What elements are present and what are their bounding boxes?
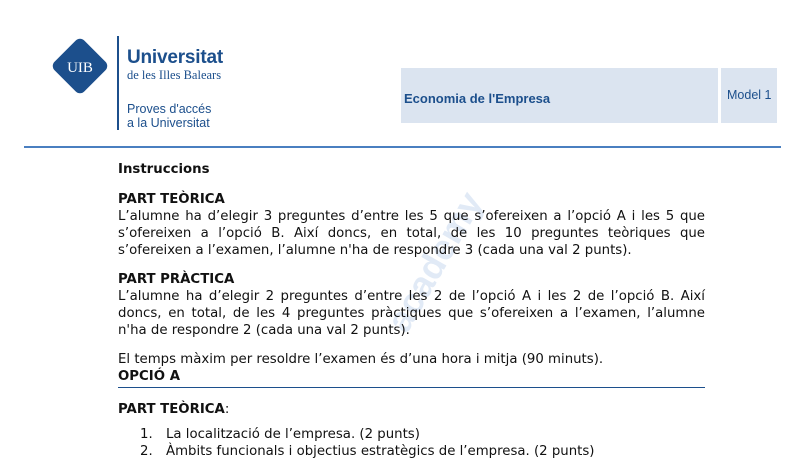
model-label: Model 1 xyxy=(727,88,772,102)
question-list xyxy=(118,426,705,460)
instructions-title: Instruccions xyxy=(118,162,210,177)
header-rule xyxy=(24,146,781,148)
subject-title: Economia de l'Empresa xyxy=(404,91,551,106)
practice-heading: PART PRÀCTICA xyxy=(118,272,235,287)
theory-paragraph: L’alumne ha d’elegir 3 preguntes d’entre les 5 que s’ofereixen a l’opció A i les 5 que s’ofereixen a l’opció B. Així doncs, en total, de les 10 preguntes teòriques que s’ofereixen a l’examen, l’alumne n'ha de respondre 3 (cada una val 2 punts). xyxy=(118,209,705,258)
watermark: academy xyxy=(378,184,491,339)
option-a-theory-colon: : xyxy=(224,402,230,417)
exam-content xyxy=(118,161,705,460)
proves-line-1: Proves d'accés xyxy=(127,102,212,116)
list-item xyxy=(118,426,705,443)
option-a-title: OPCIÓ A xyxy=(118,368,705,388)
subject-header-box xyxy=(401,68,718,123)
model-header-box xyxy=(721,68,777,123)
list-item-number: 1. xyxy=(140,427,153,442)
proves-line-2: a la Universitat xyxy=(127,116,210,130)
option-a-theory-heading: PART TEÒRICA xyxy=(118,402,225,417)
theory-heading: PART TEÒRICA xyxy=(118,192,225,207)
option-a-theory-heading-line xyxy=(118,401,705,418)
university-subtitle: de les Illes Balears xyxy=(127,68,222,82)
university-name: Universitat xyxy=(127,47,224,68)
uib-logo-icon xyxy=(50,36,110,96)
time-paragraph: El temps màxim per resoldre l’examen és d’una hora i mitja (90 minuts). xyxy=(118,352,604,367)
list-item-text: La localització de l’empresa. (2 punts) xyxy=(166,427,420,442)
list-item-text: Àmbits funcionals i objectius estratègics de l’empresa. (2 punts) xyxy=(166,444,595,459)
logo-divider xyxy=(117,36,119,130)
logo-text: UIB xyxy=(67,60,93,76)
list-item xyxy=(118,443,705,460)
list-item-number: 2. xyxy=(140,444,153,459)
practice-paragraph: L’alumne ha d’elegir 2 preguntes d’entre les 2 de l’opció A i les 2 de l’opció B. Així doncs, en total, de les 4 preguntes pràctiques que s’ofereixen a l’examen, l’alumne n'ha de respondre 2 (cada una val 2 punts). xyxy=(118,289,705,338)
